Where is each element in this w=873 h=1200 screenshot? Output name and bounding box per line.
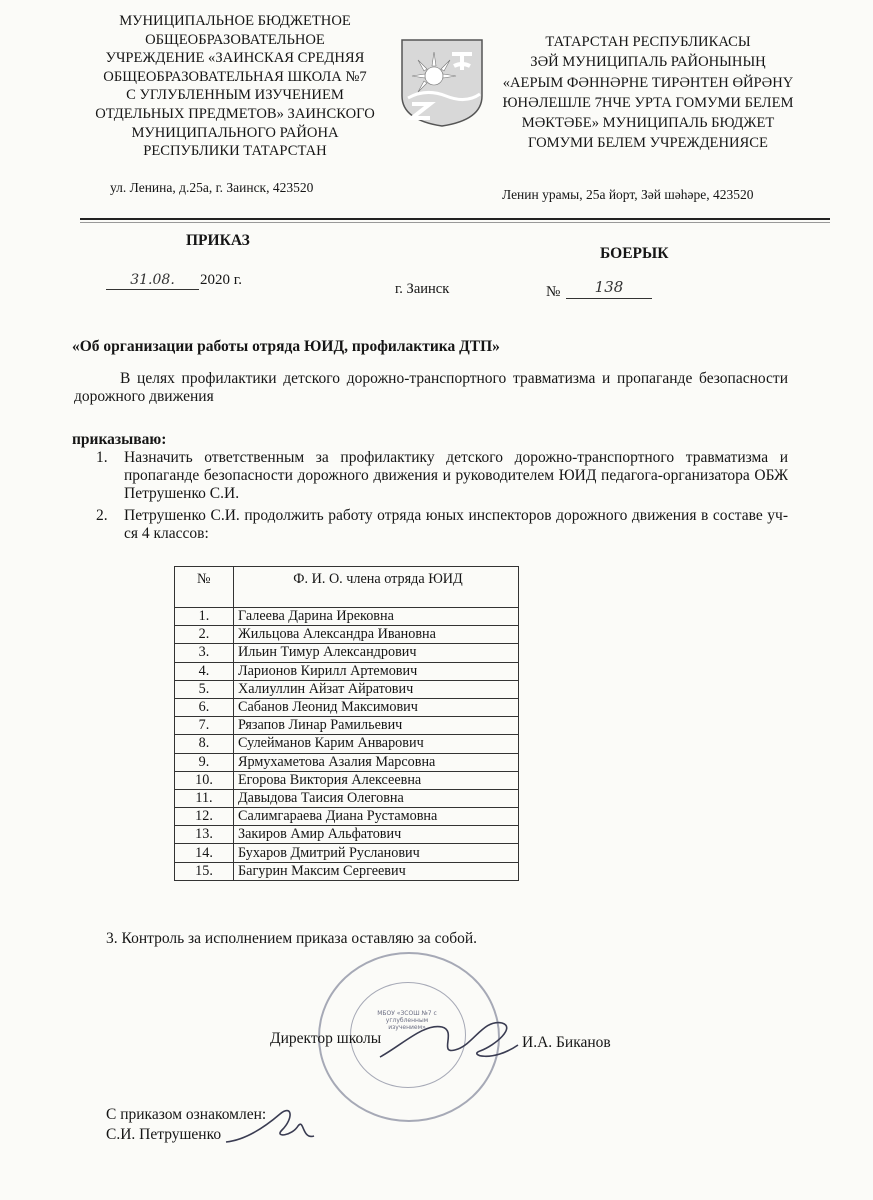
- header-right-line: ЗӘЙ МУНИЦИПАЛЬ РАЙОНЫНЫҢ: [530, 54, 766, 71]
- header-left-address: ул. Ленина, д.25а, г. Заинск, 423520: [110, 180, 314, 195]
- table-row: [175, 698, 519, 716]
- table-row: [175, 808, 519, 826]
- coat-of-arms-emblem: [396, 36, 488, 128]
- table-row: [175, 626, 519, 644]
- member-name: Багурин Максим Сергеевич: [234, 862, 519, 880]
- table-row: [175, 789, 519, 807]
- member-name: Сулейманов Карим Анварович: [234, 735, 519, 753]
- row-number: 14.: [175, 844, 234, 862]
- table-row: [175, 826, 519, 844]
- order-subject: «Об организации работы отряда ЮИД, профилактика ДТП»: [72, 338, 500, 355]
- header-left-lines: [70, 12, 400, 161]
- header-divider-thin: [80, 222, 830, 223]
- number-handwritten: 138: [594, 278, 624, 296]
- city: г. Заинск: [395, 281, 450, 297]
- table-row: [175, 608, 519, 626]
- row-number: 5.: [175, 680, 234, 698]
- member-name: Халиуллин Айзат Айратович: [234, 680, 519, 698]
- header-left-line: ОТДЕЛЬНЫХ ПРЕДМЕТОВ» ЗАИНСКОГО: [95, 105, 375, 122]
- row-number: 1.: [175, 608, 234, 626]
- member-name: Ильин Тимур Александрович: [234, 644, 519, 662]
- acknowledgement-signature: [222, 1096, 322, 1156]
- header-left-line: УЧРЕЖДЕНИЕ «ЗАИНСКАЯ СРЕДНЯЯ: [105, 50, 365, 67]
- member-name: Жильцова Александра Ивановна: [234, 626, 519, 644]
- preamble: В целях профилактики детского дорожно-транспортного травматизма и пропаганде безопасности дорожного движения: [74, 370, 788, 405]
- order-item-number: 2.: [96, 507, 108, 524]
- order-item: [72, 507, 788, 543]
- header-right-line: ГОМУМИ БЕЛЕМ УЧРЕЖДЕНИЯСЕ: [528, 135, 768, 152]
- header-right-line: ЮНӘЛЕШЛЕ 7НЧЕ УРТА ГОМУМИ БЕЛЕМ: [502, 94, 794, 111]
- col-header-number: №: [175, 567, 234, 608]
- member-name: Ярмухаметова Азалия Марсовна: [234, 753, 519, 771]
- member-name: Ларионов Кирилл Артемович: [234, 662, 519, 680]
- row-number: 2.: [175, 626, 234, 644]
- director-position: Директор школы: [270, 1030, 382, 1047]
- header-left-line: МУНИЦИПАЛЬНОЕ БЮДЖЕТНОЕ: [119, 13, 351, 29]
- order-items: [72, 449, 788, 547]
- member-name: Салимгараева Диана Рустамовна: [234, 808, 519, 826]
- table-row: [175, 844, 519, 862]
- order-item-number: 1.: [96, 449, 108, 466]
- row-number: 7.: [175, 717, 234, 735]
- row-number: 3.: [175, 644, 234, 662]
- member-name: Сабанов Леонид Максимович: [234, 698, 519, 716]
- header-right-lines: [478, 32, 818, 154]
- header-right-line: ТАТАРСТАН РЕСПУБЛИКАСЫ: [545, 34, 751, 50]
- header-left-line: МУНИЦИПАЛЬНОГО РАЙОНА: [131, 124, 339, 141]
- acknowledgement-label: С приказом ознакомлен:: [106, 1106, 267, 1123]
- row-number: 15.: [175, 862, 234, 880]
- header-left-block: [70, 12, 400, 161]
- header-right-address: Ленин урамы, 25а йорт, Зәй шәһәре, 423520: [502, 187, 754, 202]
- table-row: [175, 644, 519, 662]
- table-row: [175, 680, 519, 698]
- date-year: 2020 г.: [200, 272, 242, 288]
- order-item: [72, 449, 788, 503]
- table-row: [175, 753, 519, 771]
- roster-table: [174, 566, 519, 881]
- row-number: 10.: [175, 771, 234, 789]
- official-stamp-text: МБОУ «ЗСОШ №7 с углубленным изучением»: [377, 1010, 437, 1031]
- table-row: [175, 771, 519, 789]
- row-number: 6.: [175, 698, 234, 716]
- header-left-line: ОБЩЕОБРАЗОВАТЕЛЬНОЕ: [145, 31, 325, 48]
- number-field: [566, 278, 652, 299]
- director-name: И.А. Биканов: [522, 1034, 611, 1051]
- order-title-tt: БОЕРЫК: [600, 245, 669, 262]
- member-name: Галеева Дарина Ирековна: [234, 608, 519, 626]
- table-row: [175, 717, 519, 735]
- col-header-name: Ф. И. О. члена отряда ЮИД: [234, 567, 519, 608]
- table-row: [175, 662, 519, 680]
- date-field: [106, 271, 199, 290]
- header-right-line: МӘКТӘБЕ» МУНИЦИПАЛЬ БЮДЖЕТ: [521, 115, 775, 132]
- row-number: 12.: [175, 808, 234, 826]
- number-label: №: [546, 284, 561, 300]
- row-number: 13.: [175, 826, 234, 844]
- member-name: Давыдова Таисия Олеговна: [234, 789, 519, 807]
- roster-header-row: [175, 567, 519, 608]
- row-number: 9.: [175, 753, 234, 771]
- row-number: 4.: [175, 662, 234, 680]
- row-number: 11.: [175, 789, 234, 807]
- command-word: приказываю:: [72, 431, 167, 448]
- order-item-text: Петрушенко С.И. продолжить работу отряда юных инспекторов дорожного движения в составе уч-ся 4 классов:: [124, 507, 788, 542]
- header-left-line: ОБЩЕОБРАЗОВАТЕЛЬНАЯ ШКОЛА №7: [103, 68, 367, 85]
- header-right-block: [478, 32, 818, 154]
- order-item-3: 3. Контроль за исполнением приказа оставляю за собой.: [106, 930, 478, 947]
- order-title-ru: ПРИКАЗ: [186, 232, 250, 249]
- date-handwritten: 31.08.: [130, 272, 175, 288]
- member-name: Бухаров Дмитрий Русланович: [234, 844, 519, 862]
- acknowledgement-name: С.И. Петрушенко: [106, 1126, 222, 1143]
- header-left-line: РЕСПУБЛИКИ ТАТАРСТАН: [143, 143, 327, 160]
- member-name: Закиров Амир Альфатович: [234, 826, 519, 844]
- header-divider: [80, 218, 830, 220]
- member-name: Егорова Виктория Алексеевна: [234, 771, 519, 789]
- member-name: Рязапов Линар Рамильевич: [234, 717, 519, 735]
- row-number: 8.: [175, 735, 234, 753]
- header-left-line: С УГЛУБЛЕННЫМ ИЗУЧЕНИЕМ: [126, 87, 344, 104]
- table-row: [175, 735, 519, 753]
- order-item-text: Назначить ответственным за профилактику детского дорожно-транспортного травматизма и пропаганде безопасности дорожного движения и руководителем ЮИД педагога-организатора ОБЖ Петрушенко С.И.: [124, 449, 788, 502]
- roster-body: [175, 608, 519, 881]
- header-right-line: «АЕРЫМ ФӘННӘРНЕ ТИРӘНТЕН ӨЙРӘНҮ: [502, 74, 794, 91]
- table-row: [175, 862, 519, 880]
- director-signature: [372, 1005, 522, 1075]
